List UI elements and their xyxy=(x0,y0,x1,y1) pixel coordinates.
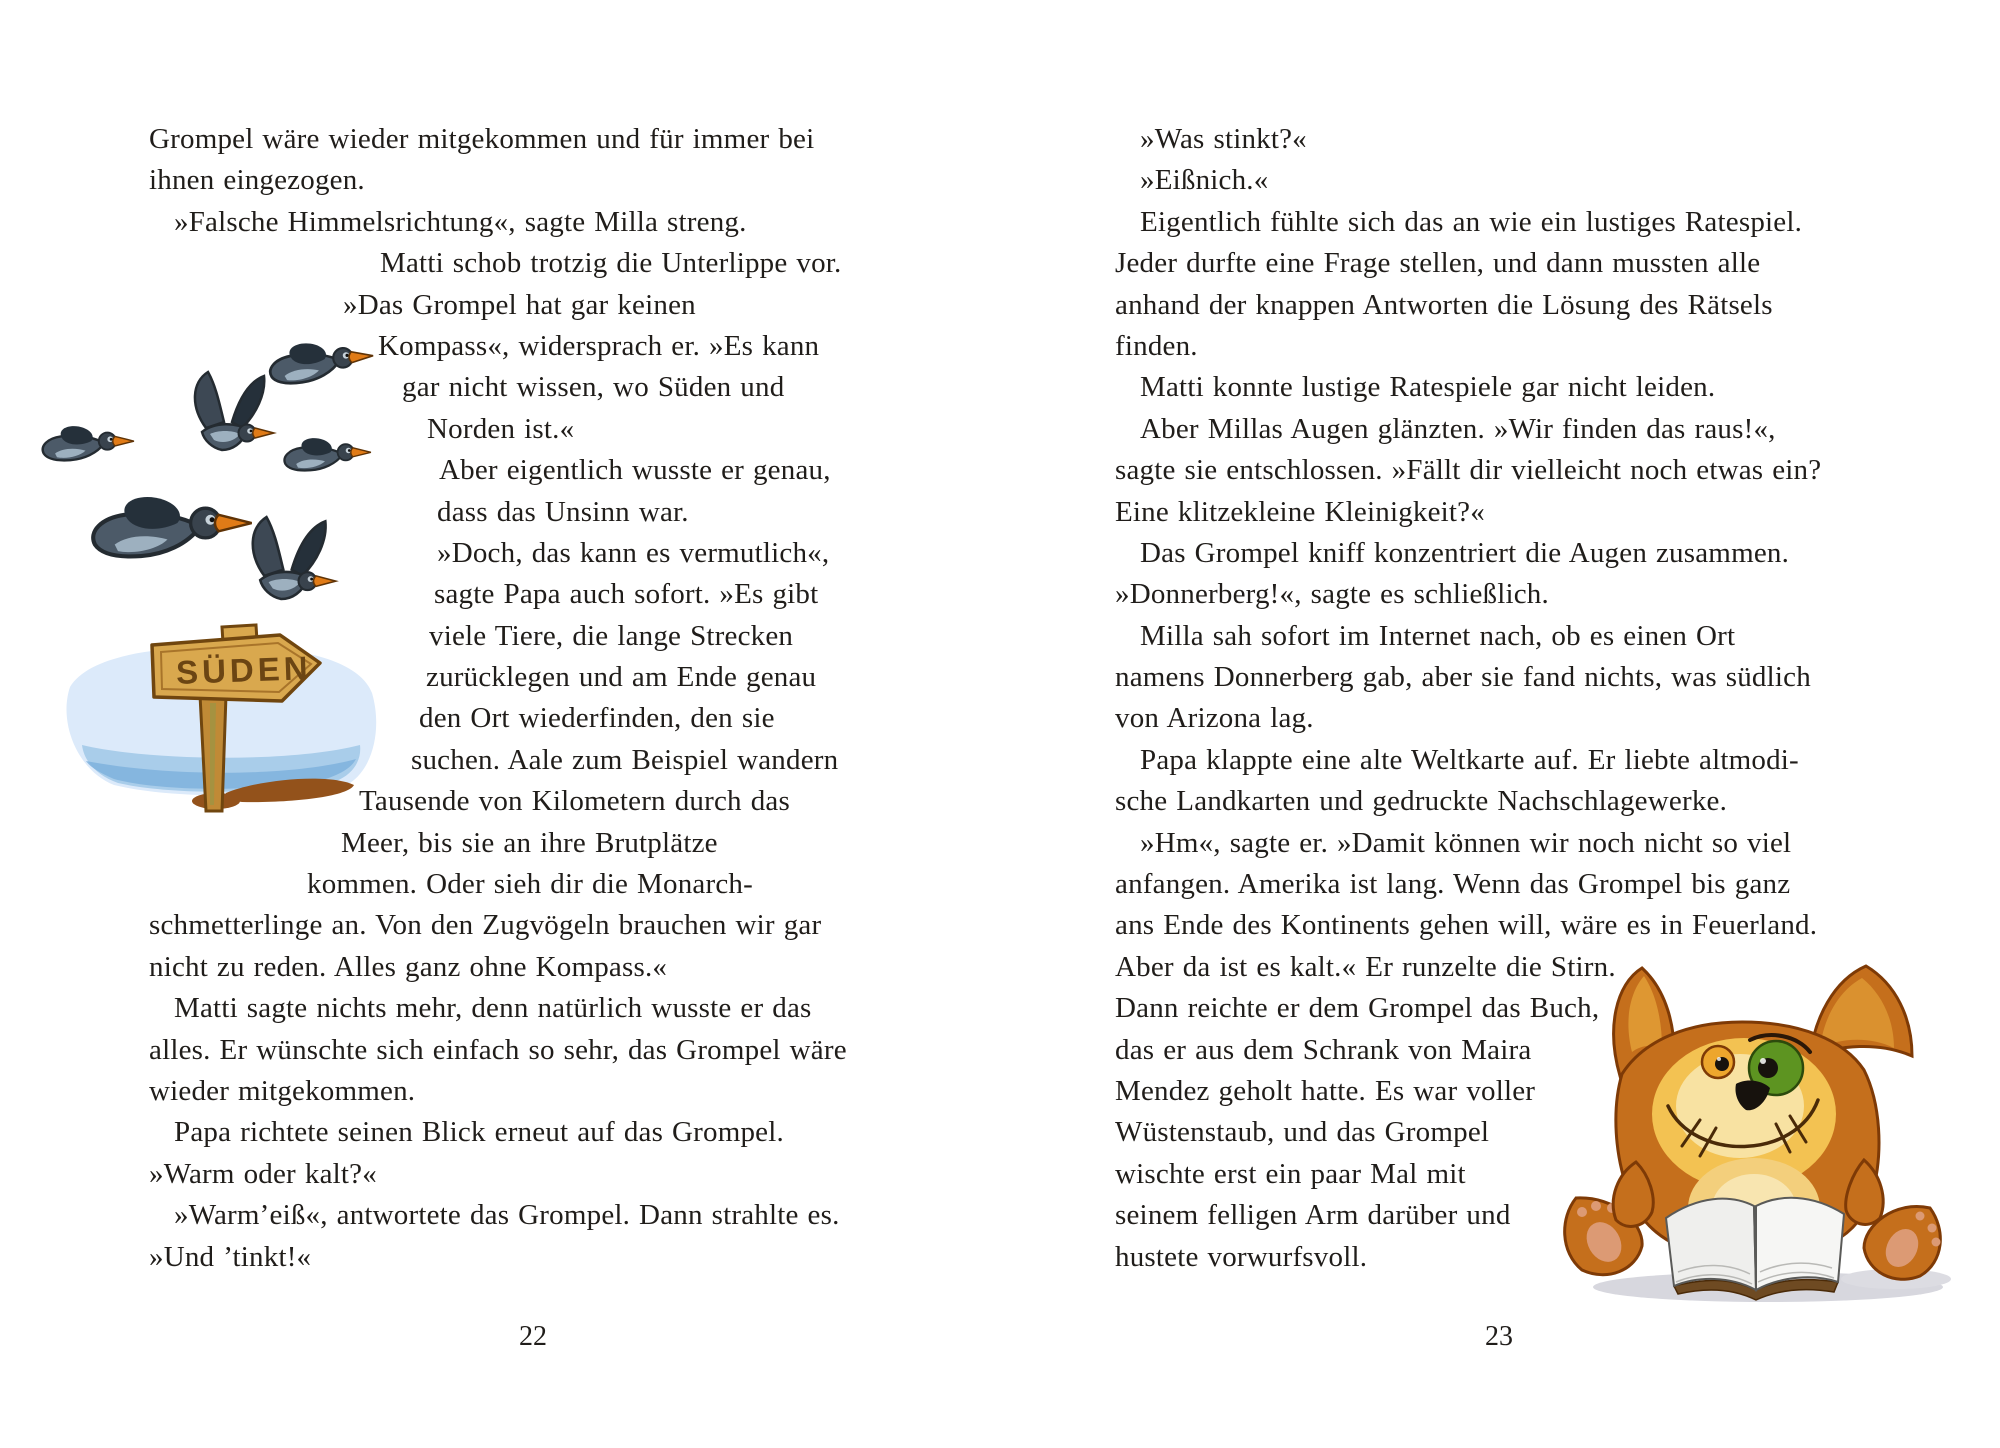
text-line: Papa richtete seinen Blick erneut auf das Grompel. xyxy=(174,1116,784,1149)
text-line: gar nicht wissen, wo Süden und xyxy=(402,371,785,404)
text-line: sche Landkarten und gedruckte Nachschlagewerke. xyxy=(1115,785,1728,818)
text-line: Dann reichte er dem Grompel das Buch, xyxy=(1115,992,1600,1025)
sign-label: SÜDEN xyxy=(175,649,313,691)
text-line: von Arizona lag. xyxy=(1115,702,1314,735)
text-line: wieder mitgekommen. xyxy=(149,1074,416,1107)
text-line: seinem felligen Arm darüber und xyxy=(1115,1199,1511,1232)
flying-bird-icon xyxy=(43,426,134,460)
birds-and-sign-illustration xyxy=(30,315,420,815)
flying-bird-icon xyxy=(93,497,251,556)
text-line: kommen. Oder sieh dir die Monarch- xyxy=(307,868,753,901)
text-line: »Was stinkt?« xyxy=(1140,123,1307,155)
text-line: Matti schob trotzig die Unterlippe vor. xyxy=(380,247,842,280)
text-line: hustete vorwurfsvoll. xyxy=(1115,1240,1368,1273)
text-line: Wüstenstaub, und das Grompel xyxy=(1115,1116,1490,1149)
text-line: »Doch, das kann es vermutlich«, xyxy=(437,536,830,569)
text-line: das er aus dem Schrank von Maira xyxy=(1115,1033,1532,1066)
text-line: Matti konnte lustige Ratespiele gar nicht leiden. xyxy=(1140,371,1716,404)
text-line: alles. Er wünschte sich einfach so sehr, das Grompel wäre xyxy=(149,1033,847,1066)
text-line: »Donnerberg!«, sagte es schließlich. xyxy=(1115,578,1549,611)
text-line: Eigentlich fühlte sich das an wie ein lustiges Ratespiel. xyxy=(1140,205,1803,238)
text-line: Milla sah sofort im Internet nach, ob es einen Ort xyxy=(1140,619,1736,652)
text-line: Grompel wäre wieder mitgekommen und für immer bei xyxy=(149,123,815,155)
text-line: sagte sie entschlossen. »Fällt dir vielleicht noch etwas ein? xyxy=(1115,454,1822,487)
text-line: Norden ist.« xyxy=(427,412,575,445)
text-line: zurücklegen und am Ende genau xyxy=(426,661,817,694)
text-line: den Ort wiederfinden, den sie xyxy=(419,702,775,735)
text-line: Meer, bis sie an ihre Brutplätze xyxy=(341,826,718,859)
text-line: Tausende von Kilometern durch das xyxy=(359,785,790,818)
text-line: Mendez geholt hatte. Es war voller xyxy=(1115,1074,1536,1107)
text-line: anhand der knappen Antworten die Lösung des Rätsels xyxy=(1115,288,1773,321)
flying-bird-icon xyxy=(253,517,336,599)
text-line: »Warm’eiß«, antwortete das Grompel. Dann strahlte es. xyxy=(174,1199,840,1232)
text-line: »Und ’tinkt!« xyxy=(149,1240,312,1273)
text-line: viele Tiere, die lange Strecken xyxy=(429,619,794,652)
text-line: Matti sagte nichts mehr, denn natürlich wusste er das xyxy=(174,992,812,1025)
page-number-right: 23 xyxy=(1485,1321,1513,1352)
grompel-svg xyxy=(1558,956,1953,1308)
text-line: »Das Grompel hat gar keinen xyxy=(343,288,696,321)
text-line: Das Grompel kniff konzentriert die Augen zusammen. xyxy=(1140,536,1790,569)
text-line: Eine klitzekleine Kleinigkeit?« xyxy=(1115,495,1485,528)
text-line: ihnen eingezogen. xyxy=(149,164,365,197)
text-line: Aber da ist es kalt.« Er runzelte die Stirn. xyxy=(1115,950,1616,983)
text-line: suchen. Aale zum Beispiel wandern xyxy=(411,743,839,776)
sign-post xyxy=(200,695,226,811)
text-line: namens Donnerberg gab, aber sie fand nichts, was südlich xyxy=(1115,661,1811,694)
text-line: »Hm«, sagte er. »Damit können wir noch nicht so viel xyxy=(1140,826,1792,859)
open-book xyxy=(1666,1198,1844,1300)
text-line: nicht zu reden. Alles ganz ohne Kompass.« xyxy=(149,950,668,983)
text-line: Aber Millas Augen glänzten. »Wir finden das raus!«, xyxy=(1140,412,1776,445)
text-line: finden. xyxy=(1115,329,1198,362)
text-line: anfangen. Amerika ist lang. Wenn das Grompel bis ganz xyxy=(1115,868,1791,901)
flying-bird-icon xyxy=(268,339,374,385)
flying-bird-icon xyxy=(195,372,274,450)
text-line: ans Ende des Kontinents gehen will, wäre es in Feuerland. xyxy=(1115,909,1818,942)
flying-bird-icon xyxy=(284,438,370,470)
text-line: dass das Unsinn war. xyxy=(437,495,689,528)
birds-and-sign-svg xyxy=(30,315,420,815)
grompel-reading-book-illustration xyxy=(1558,956,1953,1308)
text-line: Papa klappte eine alte Weltkarte auf. Er liebte altmodi- xyxy=(1140,743,1799,776)
sueden-sign xyxy=(152,625,320,701)
text-line: Jeder durfte eine Frage stellen, und dann mussten alle xyxy=(1115,247,1761,280)
text-line: »Warm oder kalt?« xyxy=(149,1157,377,1190)
text-line: sagte Papa auch sofort. »Es gibt xyxy=(434,578,819,611)
text-line: Aber eigentlich wusste er genau, xyxy=(439,454,831,487)
text-line: schmetterlinge an. Von den Zugvögeln brauchen wir gar xyxy=(149,909,822,942)
text-line: »Falsche Himmelsrichtung«, sagte Milla streng. xyxy=(174,205,747,238)
text-line: Kompass«, widersprach er. »Es kann xyxy=(378,329,820,362)
text-line: »Eißnich.« xyxy=(1140,164,1269,197)
page-number-left: 22 xyxy=(519,1321,547,1352)
text-line: wischte erst ein paar Mal mit xyxy=(1115,1157,1466,1190)
